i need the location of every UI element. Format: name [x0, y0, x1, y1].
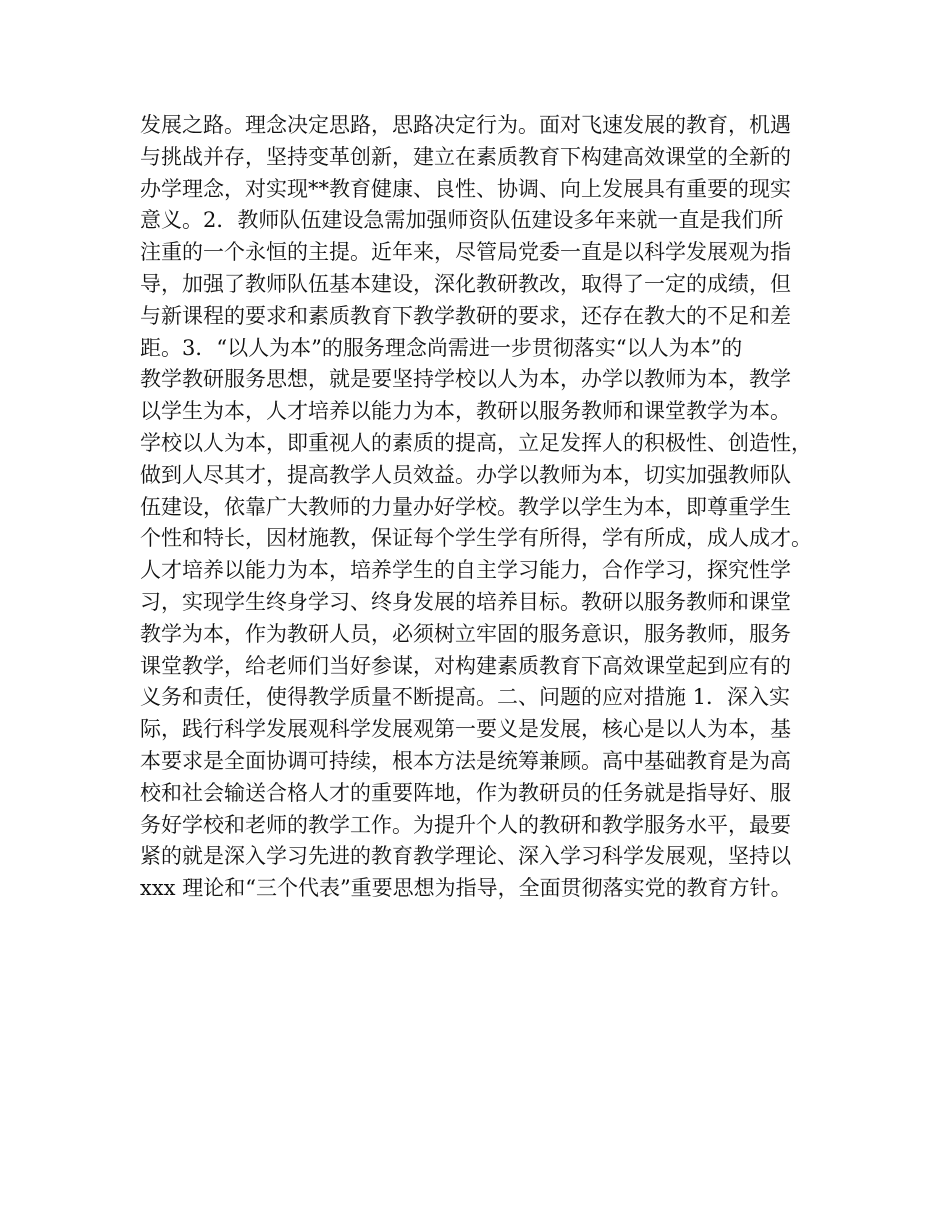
text-line: 课堂教学，给老师们当好参谋，对构建素质教育下高效课堂起到应有的 — [140, 653, 791, 678]
text-line: 导，加强了教师队伍基本建设，深化教研教改，取得了一定的成绩，但 — [140, 271, 791, 296]
body-text — [140, 110, 830, 905]
text-line: 办学理念，对实现**教育健康、良性、协调、向上发展具有重要的现实 — [140, 176, 791, 201]
text-line: 与挑战并存，坚持变革创新，建立在素质教育下构建高效课堂的全新的 — [140, 144, 791, 169]
text-line: 做到人尽其才，提高教学人员效益。办学以教师为本，切实加强教师队 — [140, 462, 791, 487]
text-line: 与新课程的要求和素质教育下教学教研的要求，还存在教大的不足和差 — [140, 303, 791, 328]
text-line: 教学为本，作为教研人员，必须树立牢固的服务意识，服务教师，服务 — [140, 621, 791, 646]
text-line: 教学教研服务思想，就是要坚持学校以人为本，办学以教师为本，教学 — [140, 367, 791, 392]
text-line: 意义。2．教师队伍建设急需加强师资队伍建设多年来就一直是我们所 — [140, 208, 784, 233]
text-line: 义务和责任，使得教学质量不断提高。二、问题的应对措施 1．深入实 — [140, 685, 791, 710]
text-line: xxx 理论和“三个代表”重要思想为指导，全面贯彻落实党的教育方针。 — [140, 876, 792, 901]
text-line: 距。3．“以人为本”的服务理念尚需进一步贯彻落实“以人为本”的 — [140, 335, 743, 360]
text-line: 紧的就是深入学习先进的教育教学理论、深入学习科学发展观，坚持以 — [140, 844, 791, 869]
text-line: 务好学校和老师的教学工作。为提升个人的教研和教学服务水平，最要 — [140, 812, 791, 837]
text-line: 习，实现学生终身学习、终身发展的培养目标。教研以服务教师和课堂 — [140, 589, 791, 614]
text-line: 发展之路。理念决定思路，思路决定行为。面对飞速发展的教育，机遇 — [140, 113, 791, 137]
text-line: 以学生为本，人才培养以能力为本，教研以服务教师和课堂教学为本。 — [140, 399, 791, 424]
text-line: 个性和特长，因材施教，保证每个学生学有所得，学有所成，成人成才。 — [140, 526, 812, 551]
text-line: 人才培养以能力为本，培养学生的自主学习能力，合作学习，探究性学 — [140, 558, 791, 583]
text-line: 伍建设，依靠广大教师的力量办好学校。教学以学生为本，即尊重学生 — [140, 494, 791, 519]
text-line: 际，践行科学发展观科学发展观第一要义是发展，核心是以人为本，基 — [140, 717, 791, 742]
text-line: 注重的一个永恒的主提。近年来，尽管局党委一直是以科学发展观为指 — [140, 240, 791, 265]
text-line: 校和社会输送合格人才的重要阵地，作为教研员的任务就是指导好、服 — [140, 780, 791, 805]
text-line: 学校以人为本，即重视人的素质的提高，立足发挥人的积极性、创造性， — [140, 430, 812, 455]
text-line: 本要求是全面协调可持续，根本方法是统筹兼顾。高中基础教育是为高 — [140, 748, 791, 773]
